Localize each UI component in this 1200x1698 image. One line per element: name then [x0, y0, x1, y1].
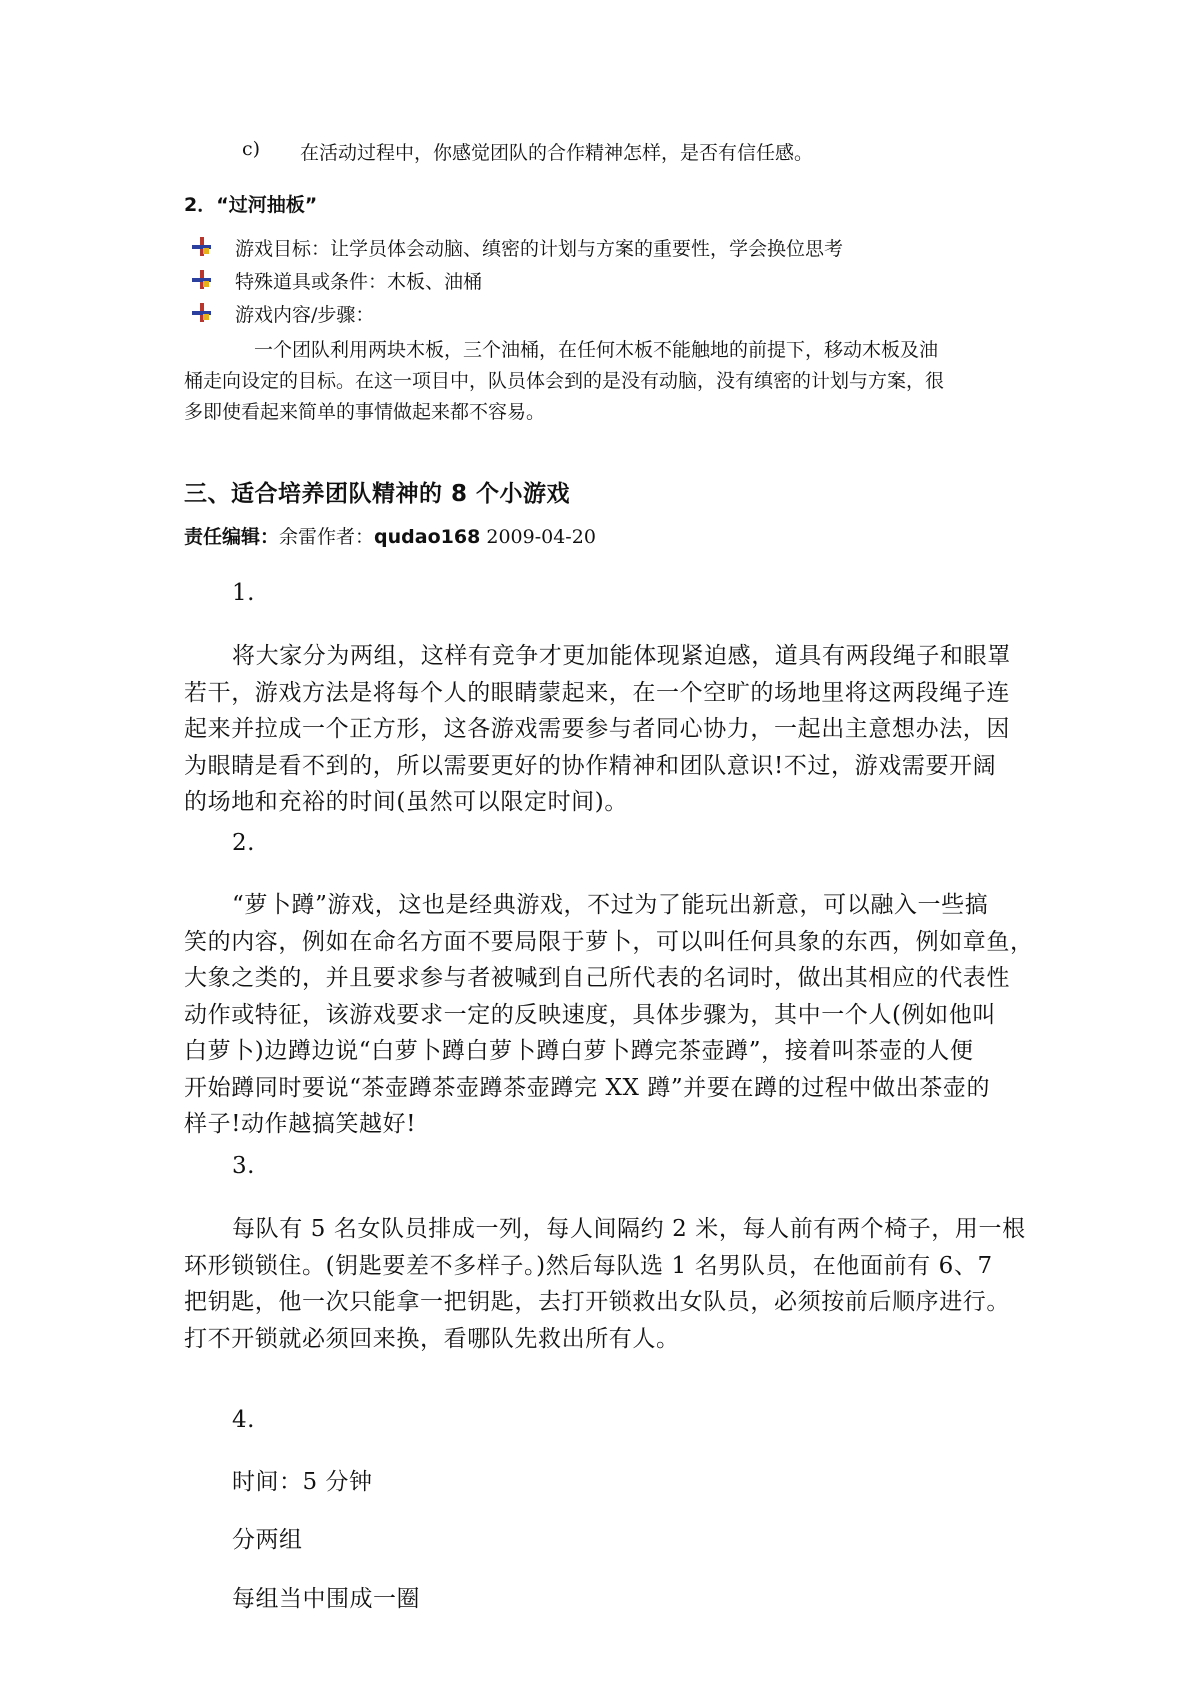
paragraph-line: 一个团队利用两块木板，三个油桶，在任何木板不能触地的前提下，移动木板及油 [254, 339, 939, 361]
item-line: 分两组 [232, 1527, 303, 1553]
author-label: 作者： [317, 526, 375, 548]
paragraph-line: 的场地和充裕的时间(虽然可以限定时间)。 [184, 789, 628, 815]
item-number: 4. [232, 1407, 255, 1433]
section-heading: 2．“过河抽板” [184, 194, 318, 216]
list-marker: c) [242, 138, 261, 160]
paragraph [184, 887, 1034, 1143]
byline [184, 522, 596, 549]
item-number: 3. [232, 1153, 255, 1179]
paragraph [184, 638, 1024, 821]
paragraph-line: 为眼睛是看不到的，所以需要更好的协作精神和团队意识!不过，游戏需要开阔 [184, 752, 997, 779]
item-line: 每组当中围成一圈 [232, 1586, 420, 1612]
publish-date: 2009-04-20 [486, 526, 596, 548]
editor-name: 余雷 [279, 526, 318, 548]
paragraph-line: 每队有 5 名女队员排成一列，每人间隔约 2 米，每人前有两个椅子，用一根 [232, 1216, 1026, 1242]
bullet-icon [192, 237, 211, 256]
paragraph-line: 白萝卜)边蹲边说“白萝卜蹲白萝卜蹲白萝卜蹲完茶壶蹲”，接着叫茶壶的人便 [184, 1038, 974, 1064]
paragraph-line: 多即使看起来简单的事情做起来都不容易。 [184, 401, 546, 423]
paragraph-line: 样子!动作越搞笑越好! [184, 1111, 417, 1137]
paragraph [184, 1211, 1024, 1357]
paragraph-line: 环形锁锁住。(钥匙要差不多样子。)然后每队选 1 名男队员，在他面前有 6、7 [184, 1252, 993, 1279]
section-heading: 三、适合培养团队精神的 8 个小游戏 [184, 481, 571, 507]
bullet-text: 游戏目标：让学员体会动脑、缜密的计划与方案的重要性，学会换位思考 [235, 238, 844, 260]
paragraph-line: 把钥匙，他一次只能拿一把钥匙，去打开锁救出女队员，必须按前后顺序进行。 [184, 1289, 1010, 1315]
editor-label: 责任编辑： [184, 526, 280, 548]
paragraph [184, 335, 1024, 428]
item-number: 1. [232, 580, 255, 606]
author-name: qudao168 [374, 526, 481, 548]
paragraph-line: 开始蹲同时要说“茶壶蹲茶壶蹲茶壶蹲完 XX 蹲”并要在蹲的过程中做出茶壶的 [184, 1074, 991, 1101]
paragraph-line: 大象之类的，并且要求参与者被喊到自己所代表的名词时，做出其相应的代表性 [184, 965, 1010, 991]
paragraph-line: 动作或特征，该游戏要求一定的反映速度，具体步骤为，其中一个人(例如他叫 [184, 1001, 996, 1028]
bullet-icon [192, 270, 211, 289]
bullet-text: 游戏内容/步骤： [235, 304, 375, 326]
paragraph-line: 桶走向设定的目标。在这一项目中，队员体会到的是没有动脑，没有缜密的计划与方案，很 [184, 370, 945, 392]
bullet-icon [192, 303, 211, 322]
paragraph-line: 笑的内容，例如在命名方面不要局限于萝卜，可以叫任何具象的东西，例如章鱼， [184, 928, 1034, 955]
paragraph-line: 若干，游戏方法是将每个人的眼睛蒙起来，在一个空旷的场地里将这两段绳子连 [184, 679, 1010, 706]
item-number: 2. [232, 830, 255, 856]
list-item-text: 在活动过程中，你感觉团队的合作精神怎样，是否有信任感。 [300, 142, 814, 164]
bullet-text: 特殊道具或条件：木板、油桶 [235, 271, 483, 293]
paragraph-line: “萝卜蹲”游戏，这也是经典游戏，不过为了能玩出新意，可以融入一些搞 [232, 892, 989, 918]
paragraph-line: 起来并拉成一个正方形，这各游戏需要参与者同心协力，一起出主意想办法，因 [184, 716, 1010, 742]
paragraph-line: 打不开锁就必须回来换，看哪队先救出所有人。 [184, 1325, 680, 1352]
item-line: 时间：5 分钟 [232, 1469, 373, 1495]
paragraph-line: 将大家分为两组，这样有竞争才更加能体现紧迫感，道具有两段绳子和眼罩 [232, 643, 1011, 669]
